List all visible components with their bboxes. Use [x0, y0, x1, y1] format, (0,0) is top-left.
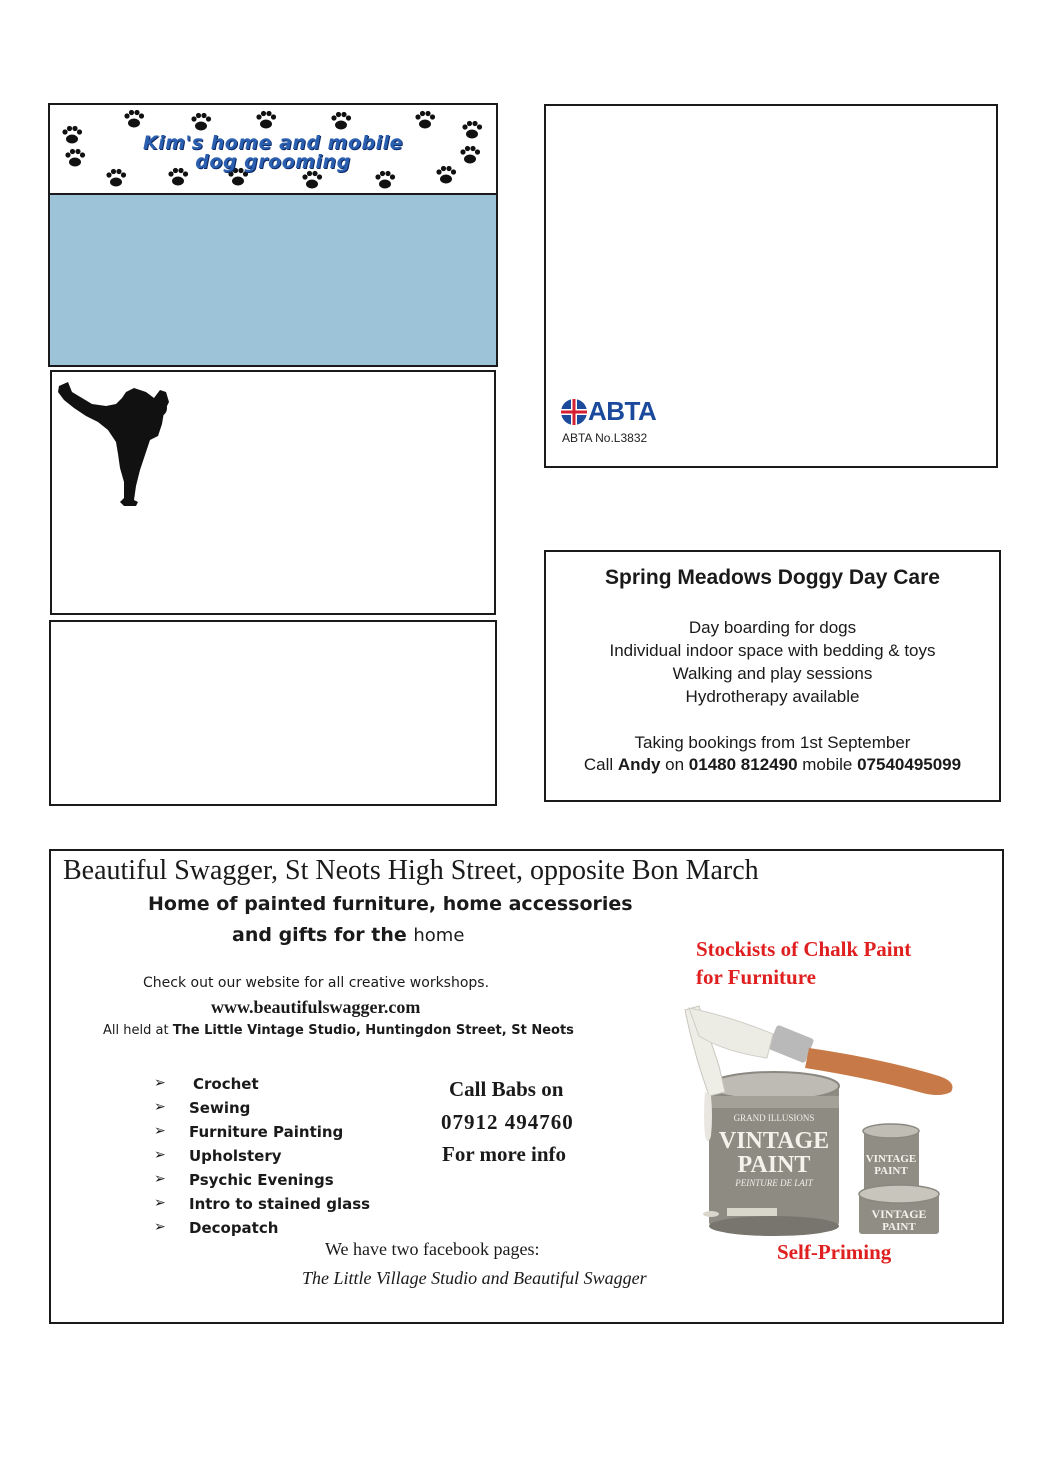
arrow-bullet-icon: ➢	[154, 1219, 166, 1235]
swagger-sub2-bold: and gifts for the	[232, 924, 407, 946]
karate-silhouette-icon	[54, 378, 184, 518]
can-sub-text: PEINTURE DE LAIT	[735, 1178, 813, 1188]
spring-line-1: Day boarding for dogs	[688, 618, 857, 637]
svg-text:VINTAGE: VINTAGE	[865, 1153, 917, 1165]
arrow-bullet-icon: ➢	[154, 1123, 166, 1139]
spring-line-3: Walking and play sessions	[672, 664, 873, 683]
swagger-call-babs: Call Babs on	[449, 1077, 564, 1101]
swagger-call-phone: 07912 494760	[441, 1110, 574, 1134]
spring-line-2: Individual indoor space with bedding & toys	[609, 641, 936, 660]
arrow-bullet-icon: ➢	[154, 1195, 166, 1211]
can-title2-text: PAINT	[737, 1152, 811, 1178]
swagger-held-prefix: All held at	[103, 1023, 169, 1038]
workshop-list	[154, 1075, 370, 1243]
arrow-bullet-icon: ➢	[154, 1171, 166, 1187]
swagger-sub1: Home of painted furniture, home accessories	[148, 893, 633, 915]
karate-ad	[50, 370, 496, 615]
empty-ad-box	[49, 620, 497, 806]
kims-title-line1: Kim's home and mobile	[142, 132, 404, 154]
swagger-facebook-pages: The Little Village Studio and Beautiful Swagger	[302, 1268, 647, 1288]
swagger-facebook-intro: We have two facebook pages:	[325, 1239, 540, 1259]
list-item: ➢ Furniture Painting	[154, 1123, 344, 1141]
list-item: ➢ Crochet	[154, 1075, 259, 1093]
abta-travel-ad	[544, 104, 998, 468]
swagger-headline: Beautiful Swagger, St Neots High Street, opposite Bon March	[63, 855, 759, 886]
arrow-bullet-icon: ➢	[154, 1099, 166, 1115]
spring-mobile-label: mobile	[802, 755, 853, 774]
spring-meadows-ad	[544, 550, 1001, 802]
list-item: ➢ Intro to stained glass	[154, 1195, 371, 1213]
spring-mobile: 07540495099	[857, 755, 962, 774]
swagger-stockists-line1: Stockists of Chalk Paint	[696, 937, 912, 961]
swagger-stockists-line2: for Furniture	[696, 965, 816, 989]
swagger-sub2	[232, 924, 464, 946]
kims-dog-grooming-ad	[48, 103, 498, 367]
arrow-bullet-icon: ➢	[154, 1075, 166, 1091]
beautiful-swagger-ad	[49, 849, 1004, 1324]
svg-text:PAINT: PAINT	[882, 1221, 916, 1233]
vintage-paint-cans-image	[639, 996, 994, 1236]
abta-number: ABTA No.L3832	[562, 431, 648, 445]
can-title1-text: VINTAGE	[718, 1128, 830, 1154]
swagger-held-place: The Little Vintage Studio, Huntingdon Street, St Neots	[172, 1023, 574, 1038]
swagger-self-priming: Self-Priming	[777, 1240, 892, 1264]
list-item: ➢ Decopatch	[154, 1219, 279, 1237]
list-item: ➢ Upholstery	[154, 1147, 282, 1165]
list-item: ➢ Psychic Evenings	[154, 1171, 334, 1189]
swagger-sub2-rest: home	[413, 925, 465, 946]
svg-text:VINTAGE: VINTAGE	[871, 1207, 927, 1221]
spring-line-4: Hydrotherapy available	[685, 687, 860, 706]
swagger-held	[103, 1023, 574, 1038]
kims-header	[50, 105, 496, 195]
list-item: ➢ Sewing	[154, 1099, 251, 1117]
swagger-check: Check out our website for all creative workshops.	[143, 975, 490, 991]
swagger-call-info: For more info	[442, 1142, 567, 1166]
spring-phone: 01480 812490	[688, 755, 798, 774]
abta-logo-text: ABTA	[588, 396, 657, 426]
spring-call-prefix: Call	[583, 755, 614, 774]
spring-bookings: Taking bookings from 1st September	[634, 733, 911, 752]
spring-call-line	[546, 755, 999, 775]
kims-title-line2: dog grooming	[195, 151, 351, 173]
globe-flag-icon	[560, 398, 588, 426]
spring-call-on: on	[665, 755, 685, 774]
arrow-bullet-icon: ➢	[154, 1147, 166, 1163]
swagger-website: www.beautifulswagger.com	[211, 997, 421, 1017]
can-brand-text: GRAND ILLUSIONS	[733, 1113, 815, 1123]
svg-text:PAINT: PAINT	[874, 1165, 908, 1177]
kims-body-panel	[50, 195, 496, 365]
spring-call-name: Andy	[617, 755, 661, 774]
spring-title: Spring Meadows Doggy Day Care	[605, 566, 940, 589]
